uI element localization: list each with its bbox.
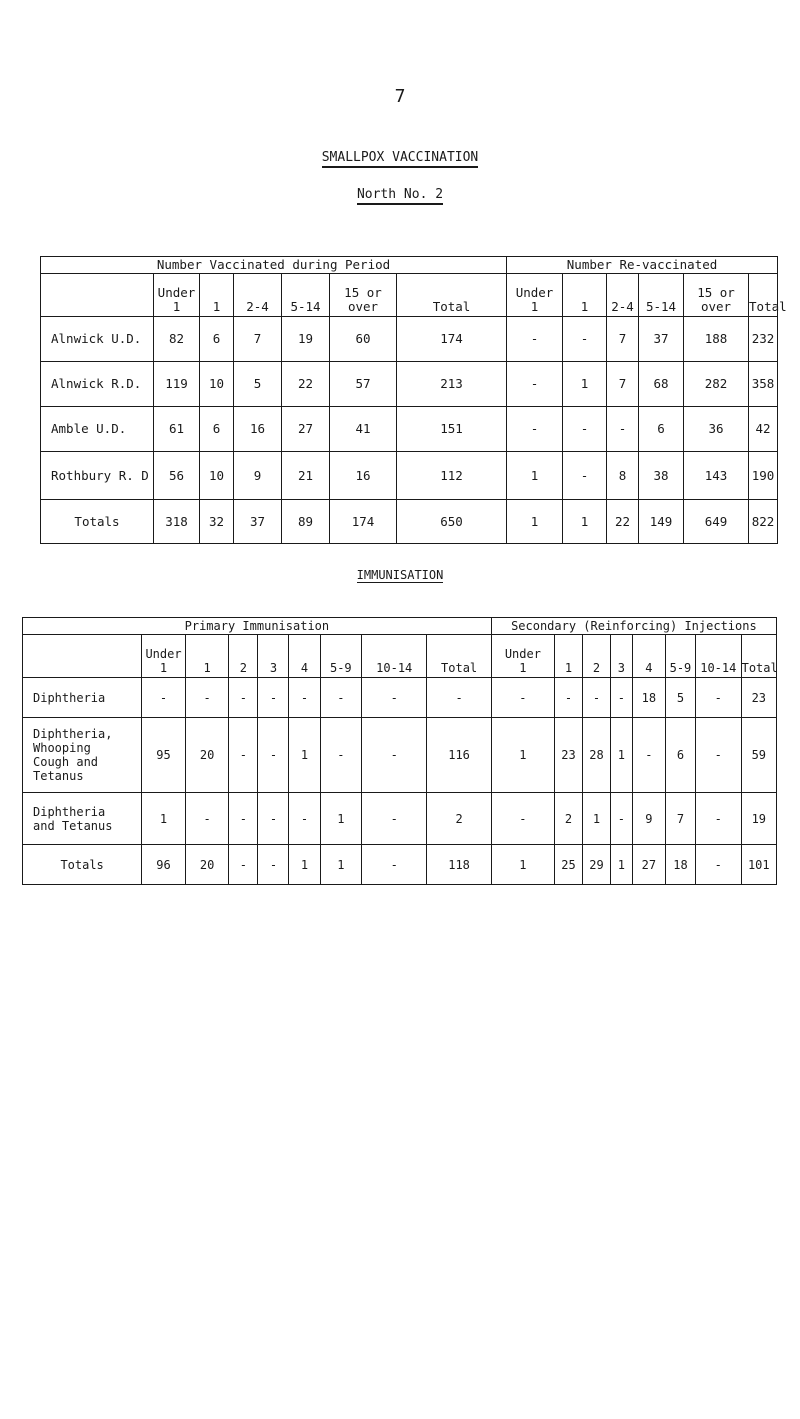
table-row: [23, 718, 777, 793]
totals-cell: -: [695, 845, 741, 885]
table-cell: 10: [200, 452, 234, 500]
table-cell: 112: [397, 452, 507, 500]
table-cell: 119: [154, 362, 200, 407]
table-row: [41, 407, 778, 452]
table-cell: -: [362, 718, 427, 793]
table-cell: 232: [749, 317, 778, 362]
table-cell: 22: [282, 362, 330, 407]
immunisation-heading-text: IMMUNISATION: [356, 568, 444, 582]
table-cell: 60: [330, 317, 397, 362]
row-label: Amble U.D.: [41, 407, 154, 452]
table-cell: 7: [607, 362, 639, 407]
table-cell: -: [320, 678, 361, 718]
table-cell: 42: [749, 407, 778, 452]
table-cell: 358: [749, 362, 778, 407]
vaccinated-group-header: Number Vaccinated during Period: [41, 257, 507, 274]
column-header: 10-14: [362, 635, 427, 678]
immunisation-heading: [0, 568, 800, 582]
totals-cell: 96: [142, 845, 186, 885]
table-cell: -: [362, 678, 427, 718]
table-cell: -: [555, 678, 583, 718]
column-header: 3: [258, 635, 289, 678]
table-cell: 6: [665, 718, 695, 793]
table-cell: 190: [749, 452, 778, 500]
smallpox-heading: [0, 150, 800, 165]
table-cell: -: [229, 718, 258, 793]
table-cell: 1: [491, 718, 554, 793]
totals-cell: 822: [749, 500, 778, 544]
table-cell: -: [491, 678, 554, 718]
table-cell: 19: [741, 793, 776, 845]
table-cell: -: [610, 793, 632, 845]
table-cell: -: [229, 678, 258, 718]
table-cell: -: [258, 718, 289, 793]
immunisation-group-header-row: [23, 618, 777, 635]
table-cell: 37: [639, 317, 684, 362]
immunisation-column-header-row: [23, 635, 777, 678]
totals-cell: 22: [607, 500, 639, 544]
table-cell: -: [229, 793, 258, 845]
totals-cell: 1: [507, 500, 563, 544]
table-cell: 151: [397, 407, 507, 452]
table-cell: 38: [639, 452, 684, 500]
table-cell: 56: [154, 452, 200, 500]
secondary-group-header: Secondary (Reinforcing) Injections: [491, 618, 776, 635]
table-cell: -: [362, 793, 427, 845]
table-cell: 7: [234, 317, 282, 362]
table-cell: 143: [684, 452, 749, 500]
column-header: Under 1: [491, 635, 554, 678]
table-cell: -: [142, 678, 186, 718]
table-cell: 188: [684, 317, 749, 362]
table-cell: 19: [282, 317, 330, 362]
table-cell: 2: [427, 793, 491, 845]
column-header: Total: [749, 274, 778, 317]
table-cell: 36: [684, 407, 749, 452]
column-header: 2: [229, 635, 258, 678]
column-header: 3: [610, 635, 632, 678]
table-cell: 1: [142, 793, 186, 845]
table-cell: 59: [741, 718, 776, 793]
totals-cell: 18: [665, 845, 695, 885]
vaccination-group-header-row: [41, 257, 778, 274]
table-cell: 16: [234, 407, 282, 452]
row-label-header: [41, 274, 154, 317]
totals-cell: 650: [397, 500, 507, 544]
totals-cell: -: [258, 845, 289, 885]
immunisation-table: [22, 617, 777, 885]
table-cell: 21: [282, 452, 330, 500]
column-header: 5-9: [665, 635, 695, 678]
totals-cell: -: [229, 845, 258, 885]
table-cell: 1: [320, 793, 361, 845]
table-cell: 57: [330, 362, 397, 407]
totals-cell: 318: [154, 500, 200, 544]
area-heading-text: North No. 2: [357, 187, 443, 205]
totals-label: Totals: [23, 845, 142, 885]
table-cell: 6: [200, 407, 234, 452]
table-cell: -: [583, 678, 611, 718]
table-cell: -: [507, 407, 563, 452]
table-cell: -: [607, 407, 639, 452]
vaccination-table: [40, 256, 787, 544]
totals-cell: 1: [289, 845, 320, 885]
table-row: [23, 678, 777, 718]
column-header: 5-14: [282, 274, 330, 317]
row-label: Diphtheria and Tetanus: [23, 793, 142, 845]
table-cell: -: [185, 793, 229, 845]
table-cell: -: [289, 678, 320, 718]
table-cell: 95: [142, 718, 186, 793]
totals-cell: 149: [639, 500, 684, 544]
table-row: [41, 317, 778, 362]
column-header: 4: [289, 635, 320, 678]
column-header: 2: [583, 635, 611, 678]
table-cell: 6: [639, 407, 684, 452]
row-label: Alnwick R.D.: [41, 362, 154, 407]
table-cell: -: [507, 362, 563, 407]
column-header: 15 or over: [330, 274, 397, 317]
table-cell: 1: [583, 793, 611, 845]
column-header: 1: [200, 274, 234, 317]
table-cell: 27: [282, 407, 330, 452]
column-header: Under 1: [507, 274, 563, 317]
table-cell: 1: [289, 718, 320, 793]
table-cell: 61: [154, 407, 200, 452]
table-cell: -: [507, 317, 563, 362]
table-cell: 10: [200, 362, 234, 407]
totals-cell: -: [362, 845, 427, 885]
totals-cell: 29: [583, 845, 611, 885]
totals-cell: 89: [282, 500, 330, 544]
column-header: 1: [563, 274, 607, 317]
column-header: 5-14: [639, 274, 684, 317]
column-header: 2-4: [607, 274, 639, 317]
table-cell: -: [695, 678, 741, 718]
column-header: Under 1: [154, 274, 200, 317]
column-header: Total: [741, 635, 776, 678]
column-header: 5-9: [320, 635, 361, 678]
table-cell: 41: [330, 407, 397, 452]
table-cell: -: [320, 718, 361, 793]
totals-label: Totals: [41, 500, 154, 544]
table-cell: 8: [607, 452, 639, 500]
totals-cell: 1: [320, 845, 361, 885]
column-header: 1: [185, 635, 229, 678]
row-label: Diphtheria, Whooping Cough and Tetanus: [23, 718, 142, 793]
table-cell: -: [632, 718, 665, 793]
totals-cell: 649: [684, 500, 749, 544]
table-cell: 7: [665, 793, 695, 845]
table-cell: -: [427, 678, 491, 718]
table-cell: -: [491, 793, 554, 845]
table-cell: -: [610, 678, 632, 718]
table-cell: 5: [234, 362, 282, 407]
table-cell: -: [289, 793, 320, 845]
totals-cell: 101: [741, 845, 776, 885]
totals-cell: 118: [427, 845, 491, 885]
area-heading: [0, 187, 800, 202]
table-cell: 23: [741, 678, 776, 718]
row-label-header: [23, 635, 142, 678]
table-cell: 174: [397, 317, 507, 362]
table-cell: 9: [234, 452, 282, 500]
table-row: [23, 793, 777, 845]
totals-cell: 25: [555, 845, 583, 885]
table-cell: 68: [639, 362, 684, 407]
column-header: 1: [555, 635, 583, 678]
totals-cell: 1: [563, 500, 607, 544]
table-cell: -: [695, 793, 741, 845]
table-cell: 116: [427, 718, 491, 793]
totals-row: [23, 845, 777, 885]
table-row: [41, 362, 778, 407]
totals-row: [41, 500, 778, 544]
table-row: [41, 452, 778, 500]
table-cell: 20: [185, 718, 229, 793]
totals-cell: 27: [632, 845, 665, 885]
table-cell: 18: [632, 678, 665, 718]
totals-cell: 1: [491, 845, 554, 885]
table-cell: 213: [397, 362, 507, 407]
totals-cell: 20: [185, 845, 229, 885]
row-label: Rothbury R. D: [41, 452, 154, 500]
table-cell: 23: [555, 718, 583, 793]
totals-cell: 37: [234, 500, 282, 544]
column-header: Under 1: [142, 635, 186, 678]
table-cell: 282: [684, 362, 749, 407]
table-cell: 7: [607, 317, 639, 362]
row-label: Alnwick U.D.: [41, 317, 154, 362]
table-cell: 1: [507, 452, 563, 500]
table-cell: 1: [563, 362, 607, 407]
totals-cell: 174: [330, 500, 397, 544]
totals-cell: 1: [610, 845, 632, 885]
table-cell: -: [258, 793, 289, 845]
table-cell: -: [695, 718, 741, 793]
smallpox-heading-text: SMALLPOX VACCINATION: [322, 150, 479, 168]
table-cell: 2: [555, 793, 583, 845]
totals-cell: 32: [200, 500, 234, 544]
column-header: Total: [397, 274, 507, 317]
table-cell: 5: [665, 678, 695, 718]
vaccination-column-header-row: [41, 274, 778, 317]
table-cell: 1: [610, 718, 632, 793]
page-number: 7: [394, 86, 406, 107]
table-cell: 6: [200, 317, 234, 362]
column-header: 4: [632, 635, 665, 678]
table-cell: -: [563, 452, 607, 500]
table-cell: 82: [154, 317, 200, 362]
column-header: 10-14: [695, 635, 741, 678]
table-cell: -: [185, 678, 229, 718]
table-cell: -: [563, 317, 607, 362]
table-cell: 16: [330, 452, 397, 500]
column-header: Total: [427, 635, 491, 678]
row-label: Diphtheria: [23, 678, 142, 718]
table-cell: 28: [583, 718, 611, 793]
table-cell: -: [563, 407, 607, 452]
column-header: 2-4: [234, 274, 282, 317]
table-cell: 9: [632, 793, 665, 845]
column-header: 15 or over: [684, 274, 749, 317]
primary-group-header: Primary Immunisation: [23, 618, 492, 635]
revaccinated-group-header: Number Re-vaccinated: [507, 257, 778, 274]
table-cell: -: [258, 678, 289, 718]
